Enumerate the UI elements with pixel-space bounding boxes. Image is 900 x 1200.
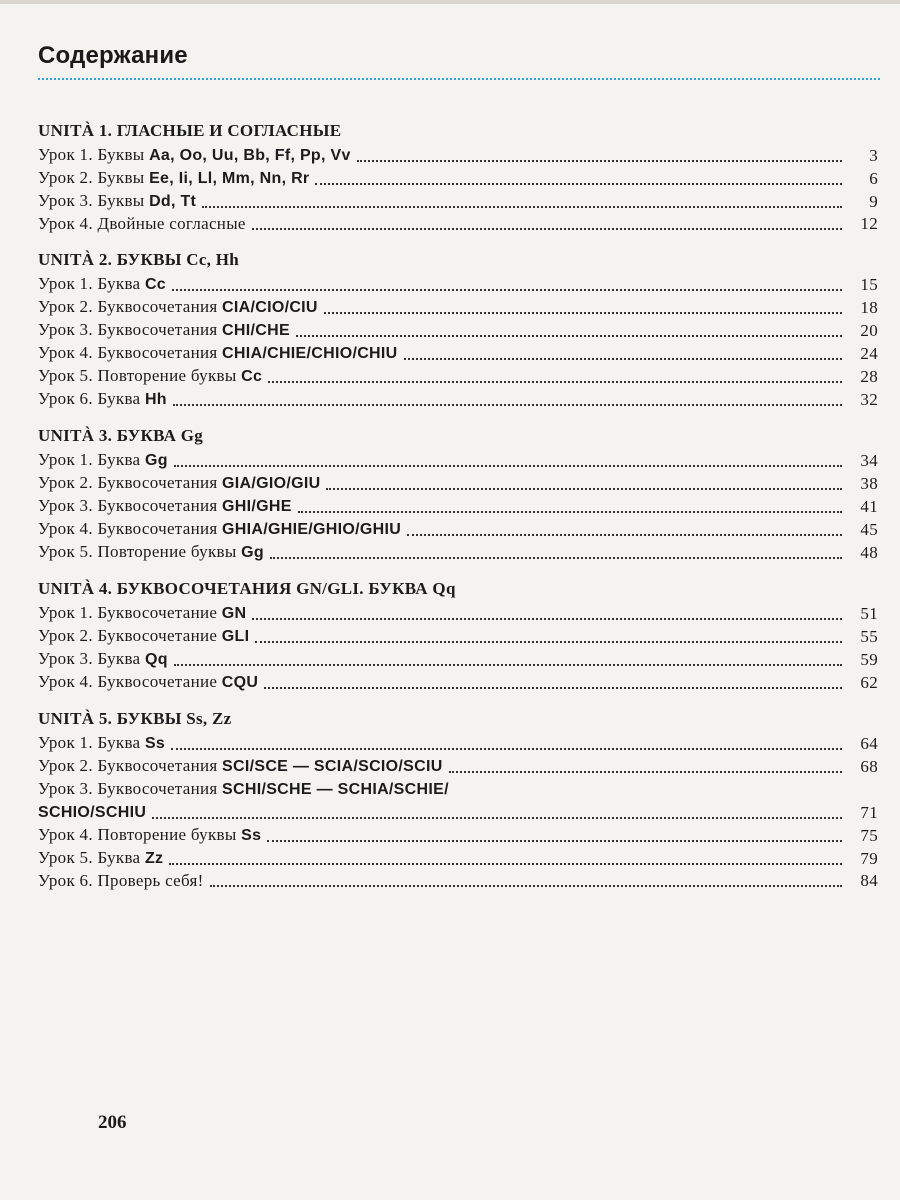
entry-page-number: 28 [860,367,878,386]
entry-label [38,365,262,388]
entry-text: Урок 2. Буквы [38,168,150,187]
toc-unit [38,708,878,892]
entry-text: Урок 5. Повторение буквы [38,542,242,561]
dot-leader [252,618,842,620]
dot-leader [404,358,842,360]
dot-leader [296,335,842,337]
toc-entry[interactable] [38,342,878,365]
toc-entry[interactable] [38,144,878,167]
entry-letters: GHI/GHE [222,498,292,515]
entry-label [38,648,168,671]
entry-text: Урок 6. Проверь себя! [38,871,204,890]
entry-label [38,273,166,296]
dot-leader [324,312,842,314]
entry-page-number: 38 [860,474,878,493]
entry-text: Урок 1. Буква [38,274,145,293]
entry-label [38,388,167,411]
entry-page-number: 34 [860,451,878,470]
entry-label [38,870,204,892]
entry-page-number: 48 [860,543,878,562]
entry-label [38,296,318,319]
entry-page-number: 20 [860,321,878,340]
toc-entry[interactable] [38,190,878,213]
entry-letters: SCI/SCE — SCIA/SCIO/SCIU [222,758,443,775]
page-number: 206 [98,1112,127,1133]
toc-entry[interactable] [38,388,878,411]
entry-page-number: 62 [860,673,878,692]
toc-entry[interactable] [38,870,878,892]
entry-text: Урок 1. Буквы [38,145,150,164]
entry-text: Урок 6. Буква [38,389,145,408]
entry-page-number: 24 [860,344,878,363]
toc-entry[interactable] [38,472,878,495]
entry-text: Урок 4. Двойные согласные [38,214,246,233]
entry-page-number: 15 [860,275,878,294]
entry-text: Урок 2. Буквосочетание [38,626,222,645]
entry-text: Урок 3. Буквы [38,191,150,210]
entry-letters: GHIA/GHIE/GHIO/GHIU [222,521,402,538]
dot-leader [172,289,842,291]
entry-label [38,755,443,778]
toc-entry[interactable] [38,449,878,472]
entry-label [38,518,401,541]
table-of-contents [38,120,878,906]
dot-leader [326,488,842,490]
entry-label [38,144,351,167]
entry-text: Урок 1. Буква [38,450,145,469]
entry-letters: Dd, Tt [149,193,197,210]
entry-letters: Cc [241,368,263,385]
entry-label [38,801,146,824]
toc-unit [38,425,878,564]
dot-leader [267,840,842,842]
toc-unit [38,249,878,411]
toc-entry[interactable] [38,671,878,694]
dot-leader [152,817,842,819]
entry-letters: Cc [144,276,167,293]
unit-title: UNITÀ 2. БУКВЫ Cc, Hh [38,250,240,269]
dot-leader [315,183,842,185]
entry-page-number: 32 [860,390,878,409]
entry-text: Урок 4. Буквосочетания [38,519,223,538]
page-title: Содержание [38,42,188,69]
dot-leader [169,863,842,865]
entry-text: Урок 3. Буква [38,649,145,668]
dot-leader [171,748,842,750]
toc-entry[interactable] [38,167,878,190]
entry-page-number: 12 [860,214,878,233]
entry-text: Урок 3. Буквосочетания [38,496,223,515]
toc-entry[interactable] [38,625,878,648]
entry-text: Урок 3. Буквосочетания [38,779,223,798]
entry-page-number: 84 [860,871,878,890]
toc-entry[interactable] [38,801,878,824]
entry-label [38,824,261,847]
dot-leader [357,160,842,162]
dot-leader [268,381,842,383]
toc-entry[interactable] [38,213,878,235]
entry-letters: Gg [241,544,264,561]
entry-letters: GN [221,605,247,622]
entry-text: Урок 5. Повторение буквы [38,366,242,385]
entry-page-number: 51 [860,604,878,623]
toc-entry[interactable] [38,602,878,625]
entry-letters: CHI/CHE [222,322,290,339]
dot-leader [264,687,842,689]
entry-page-number: 6 [869,169,878,188]
toc-unit [38,120,878,235]
entry-label [38,190,196,213]
entry-text: Урок 1. Буква [38,733,145,752]
unit-title: UNITÀ 3. БУКВА Gg [38,426,204,445]
entry-label [38,732,165,755]
dot-leader [202,206,842,208]
toc-entry[interactable] [38,518,878,541]
entry-label [38,671,258,694]
entry-label [38,541,264,564]
entry-letters: Hh [144,391,167,408]
entry-text: Урок 5. Буква [38,848,145,867]
unit-title: UNITÀ 4. БУКВОСОЧЕТАНИЯ GN/GLI. БУКВА Qq [38,579,456,598]
entry-letters: Ee, Ii, Ll, Mm, Nn, Rr [149,170,310,187]
entry-page-number: 75 [860,826,878,845]
entry-label [38,167,309,190]
entry-page-number: 3 [869,146,878,165]
entry-letters: Zz [144,850,164,867]
entry-page-number: 9 [869,192,878,211]
entry-text: Урок 2. Буквосочетания [38,473,223,492]
dot-leader [210,885,842,887]
toc-entry-first-line [38,778,878,801]
title-dotted-rule [38,78,880,80]
entry-label [38,602,246,625]
entry-page-number: 71 [860,803,878,822]
top-edge-line [0,0,900,4]
toc-entry[interactable] [38,365,878,388]
entry-letters: Ss [241,827,262,844]
dot-leader [173,404,842,406]
entry-text: Урок 4. Буквосочетание [38,672,222,691]
entry-text: Урок 1. Буквосочетание [38,603,222,622]
toc-unit [38,578,878,694]
dot-leader [255,641,842,643]
unit-title: UNITÀ 1. ГЛАСНЫЕ И СОГЛАСНЫЕ [38,121,342,140]
toc-entry[interactable] [38,296,878,319]
entry-label [38,342,398,365]
entry-page-number: 18 [860,298,878,317]
entry-text: Урок 2. Буквосочетания [38,756,223,775]
toc-entry[interactable] [38,319,878,342]
dot-leader [298,511,842,513]
entry-page-number: 68 [860,757,878,776]
toc-entry[interactable] [38,847,878,870]
entry-label [38,847,163,870]
entry-page-number: 55 [860,627,878,646]
dot-leader [270,557,842,559]
toc-entry[interactable] [38,755,878,778]
entry-letters: Gg [144,452,168,469]
dot-leader [407,534,842,536]
entry-label [38,495,292,518]
entry-letters: SCHIO/SCHIU [38,804,147,821]
entry-text: Урок 2. Буквосочетания [38,297,223,316]
entry-text: Урок 4. Буквосочетания [38,343,223,362]
entry-letters: SCHI/SCHE — SCHIA/SCHIE/ [222,781,449,798]
entry-letters: GIA/GIO/GIU [222,475,321,492]
dot-leader [252,228,842,230]
entry-page-number: 59 [860,650,878,669]
entry-label [38,319,290,342]
entry-label [38,472,320,495]
toc-entry[interactable] [38,824,878,847]
entry-label [38,213,246,235]
entry-letters: CQU [221,674,259,691]
toc-entry[interactable] [38,273,878,296]
entry-page-number: 64 [860,734,878,753]
unit-title: UNITÀ 5. БУКВЫ Ss, Zz [38,709,232,728]
entry-letters: CHIA/CHIE/CHIO/CHIU [222,345,398,362]
entry-letters: Ss [144,735,166,752]
toc-entry[interactable] [38,541,878,564]
entry-letters: Qq [144,651,168,668]
dot-leader [449,771,842,773]
dot-leader [174,465,842,467]
entry-text: Урок 3. Буквосочетания [38,320,223,339]
toc-entry[interactable] [38,732,878,755]
entry-page-number: 79 [860,849,878,868]
entry-letters: GLI [221,628,250,645]
dot-leader [174,664,842,666]
entry-label [38,625,249,648]
entry-letters: CIA/CIO/CIU [222,299,318,316]
entry-text: Урок 4. Повторение буквы [38,825,242,844]
entry-page-number: 41 [860,497,878,516]
entry-label [38,449,168,472]
entry-letters: Aa, Oo, Uu, Bb, Ff, Pp, Vv [149,147,351,164]
entry-page-number: 45 [860,520,878,539]
toc-entry[interactable] [38,495,878,518]
toc-entry[interactable] [38,648,878,671]
